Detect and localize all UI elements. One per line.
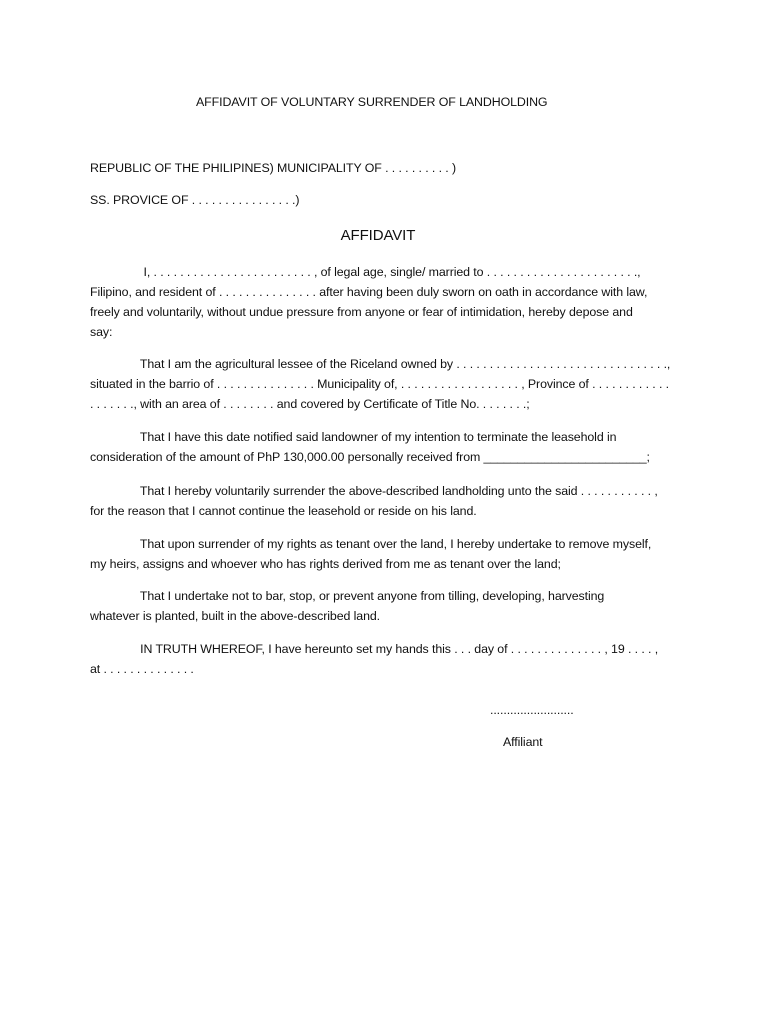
paragraph-identity xyxy=(90,262,680,342)
paragraph-lessee xyxy=(90,354,680,414)
affidavit-heading: AFFIDAVIT xyxy=(340,227,416,244)
document-title: AFFIDAVIT OF VOLUNTARY SURRENDER OF LANDHOLDING xyxy=(196,95,548,109)
paragraph-line: Filipino, and resident of . . . . . . . . . . . . . . . after having been duly sworn on oath in accordance with law, xyxy=(90,285,648,299)
paragraph-surrender xyxy=(90,481,680,521)
paragraph-removal xyxy=(90,534,680,574)
paragraph-line: whatever is planted, built in the above-described land. xyxy=(90,609,380,623)
paragraph-line: at . . . . . . . . . . . . . . xyxy=(90,662,194,676)
paragraph-in-truth-whereof xyxy=(90,639,680,679)
paragraph-line: That I hereby voluntarily surrender the above-described landholding unto the said . . . . . . . . . . . , xyxy=(90,484,658,498)
paragraph-notification xyxy=(90,427,680,467)
paragraph-line: That upon surrender of my rights as tenant over the land, I hereby undertake to remove myself, xyxy=(90,537,652,551)
paragraph-line: That I am the agricultural lessee of the Riceland owned by . . . . . . . . . . . . . . . . . . . . . . . . . . . . . . . ., xyxy=(90,357,671,371)
paragraph-line: That I have this date notified said landowner of my intention to terminate the leasehold in xyxy=(90,430,617,444)
paragraph-line: my heirs, assigns and whoever who has rights derived from me as tenant over the land; xyxy=(90,557,561,571)
venue-header-line-1: REPUBLIC OF THE PHILIPINES) MUNICIPALITY OF . . . . . . . . . . ) xyxy=(90,161,456,175)
paragraph-line: for the reason that I cannot continue the leasehold or reside on his land. xyxy=(90,504,477,518)
paragraph-line: IN TRUTH WHEREOF, I have hereunto set my hands this . . . day of . . . . . . . . . . . . . . , 19 . . . . , xyxy=(90,642,659,656)
paragraph-line: consideration of the amount of PhP 130,000.00 personally received from ________________________; xyxy=(90,450,650,464)
paragraph-line: freely and voluntarily, without undue pressure from anyone or fear of intimidation, hereby depose and xyxy=(90,305,633,319)
venue-header-line-2: SS. PROVICE OF . . . . . . . . . . . . . . . .) xyxy=(90,193,300,207)
signature-label: Affiliant xyxy=(503,735,543,749)
paragraph-line: . . . . . . ., with an area of . . . . . . . . and covered by Certificate of Title No. . . . . . . .; xyxy=(90,397,530,411)
paragraph-line: I, . . . . . . . . . . . . . . . . . . . . . . . . , of legal age, single/ married to . . . . . . . . . . . . . . . . . . . . . . ., xyxy=(90,265,641,279)
paragraph-line: situated in the barrio of . . . . . . . . . . . . . . . Municipality of, . . . . . . . . . . . . . . . . . . , Province of . . . . . . . . . . . . xyxy=(90,377,669,391)
paragraph-line: say: xyxy=(90,325,113,339)
paragraph-non-obstruction xyxy=(90,586,680,626)
signature-line: ......................... xyxy=(490,703,574,717)
paragraph-line: That I undertake not to bar, stop, or prevent anyone from tilling, developing, harvesting xyxy=(90,589,605,603)
